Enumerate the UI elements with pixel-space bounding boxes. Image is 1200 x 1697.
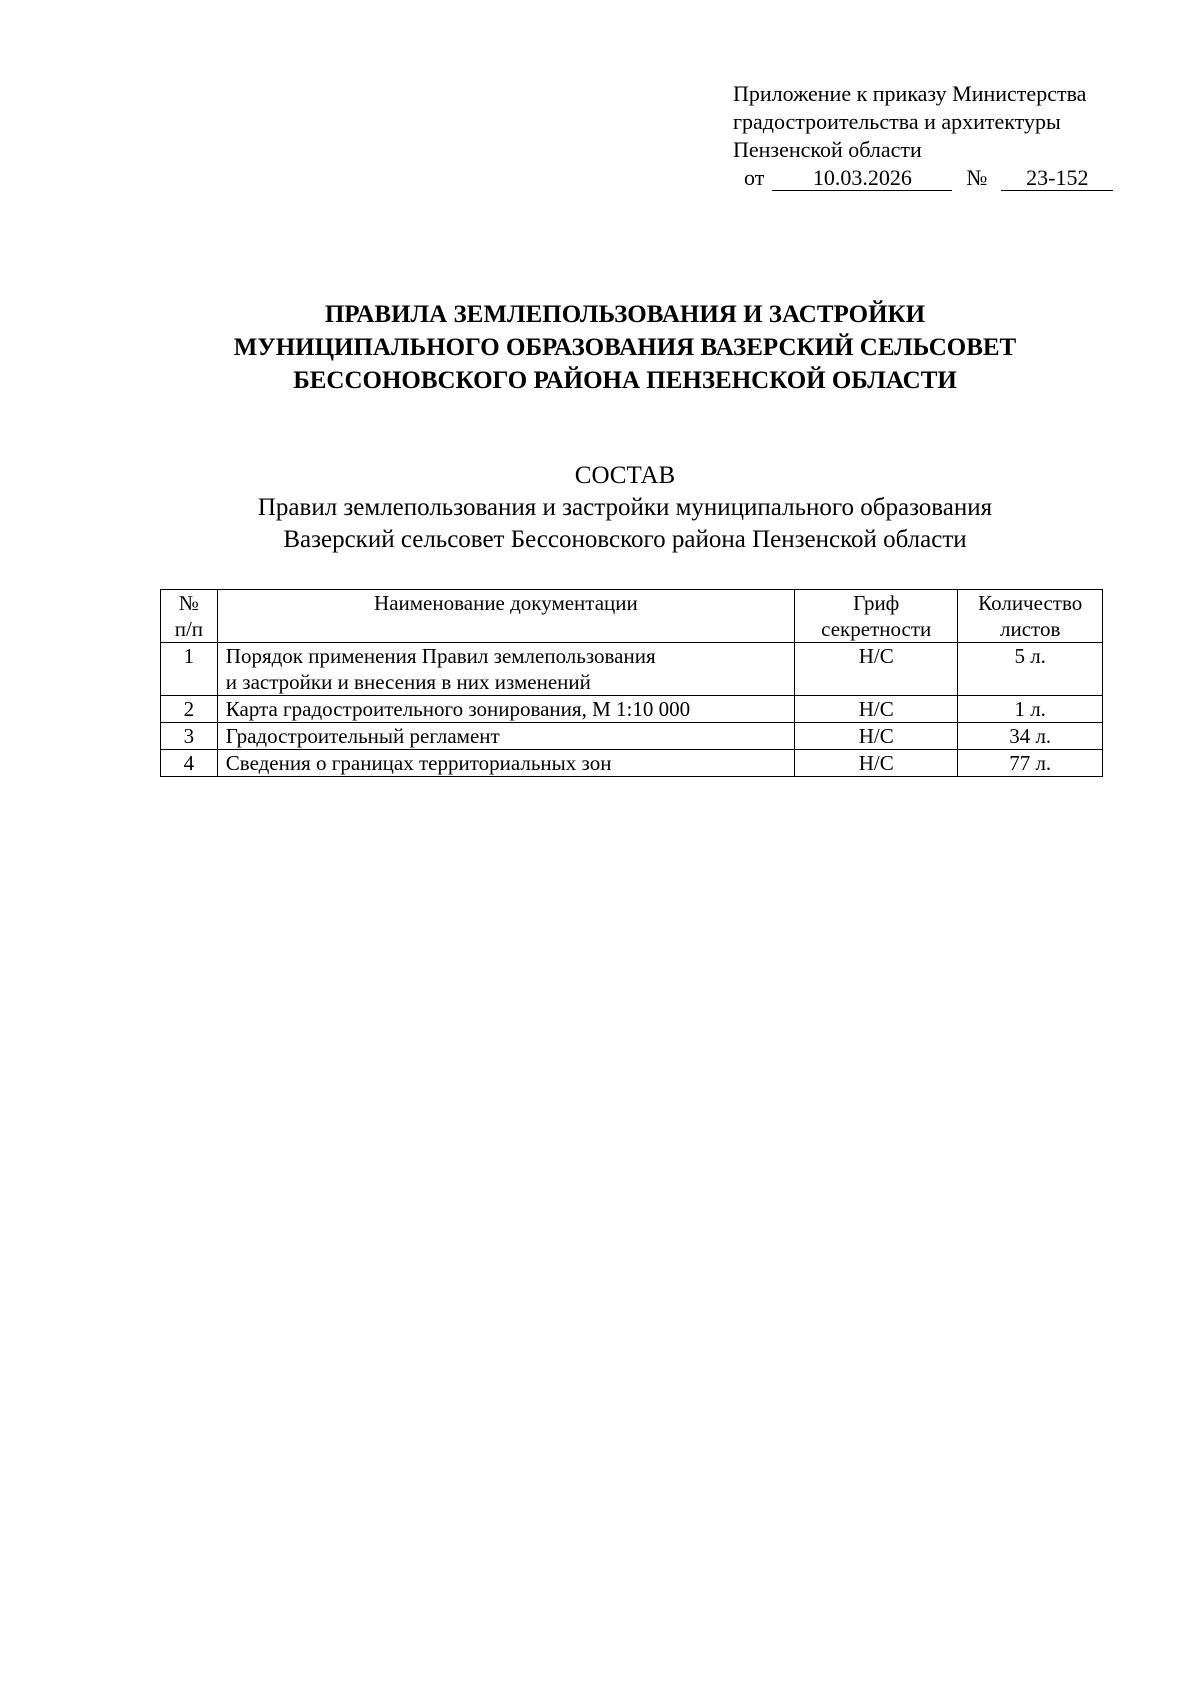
header-count-line: листов [1000, 617, 1061, 641]
appendix-line: Пензенской области [733, 137, 922, 162]
title-line: БЕССОНОВСКОГО РАЙОНА ПЕНЗЕНСКОЙ ОБЛАСТИ [293, 367, 957, 394]
title-line: МУНИЦИПАЛЬНОГО ОБРАЗОВАНИЯ ВАЗЕРСКИЙ СЕЛЬСОВЕТ [233, 334, 1017, 361]
row-name [217, 750, 794, 777]
row-grif: Н/С [795, 643, 958, 696]
documents-table [160, 589, 1103, 777]
header-grif-line: Гриф [853, 591, 900, 615]
row-grif: Н/С [795, 696, 958, 723]
appendix-line: градостроительства и архитектуры [733, 109, 1061, 134]
table-row [161, 750, 1103, 777]
header-name: Наименование документации [217, 590, 794, 643]
header-grif-line: секретности [821, 617, 932, 641]
header-grif [795, 590, 958, 643]
header-num-line: п/п [174, 617, 204, 641]
row-num: 4 [161, 750, 218, 777]
row-count: 34 л. [958, 723, 1103, 750]
title-line: ПРАВИЛА ЗЕМЛЕПОЛЬЗОВАНИЯ И ЗАСТРОЙКИ [324, 301, 926, 328]
row-name-line: и застройки и внесения в них изменений [225, 670, 591, 694]
row-name [217, 723, 794, 750]
row-grif: Н/С [795, 750, 958, 777]
table-row [161, 643, 1103, 696]
row-count: 5 л. [958, 643, 1103, 696]
row-num: 3 [161, 723, 218, 750]
header-count [958, 590, 1103, 643]
number-label: № [966, 165, 988, 190]
row-name-line: Градостроительный регламент [225, 724, 500, 748]
header-num-line: № [178, 591, 199, 615]
header-count-line: Количество [978, 591, 1083, 615]
row-num: 2 [161, 696, 218, 723]
header-num [161, 590, 218, 643]
row-name [217, 696, 794, 723]
composition-line: Вазерский сельсовет Бессоновского района Пензенской области [283, 526, 967, 553]
row-name-line: Карта градостроительного зонирования, М 1:10 000 [225, 697, 691, 721]
table-header-row [161, 590, 1103, 643]
row-count: 77 л. [958, 750, 1103, 777]
appendix-block [733, 80, 1173, 192]
row-count: 1 л. [958, 696, 1103, 723]
appendix-line: Приложение к приказу Министерства [733, 81, 1087, 106]
document-title [0, 298, 1200, 397]
table-row [161, 696, 1103, 723]
order-date: 10.03.2026 [772, 166, 952, 191]
composition-line: Правил землепользования и застройки муниципального образования [257, 494, 993, 521]
from-label: от [744, 165, 765, 190]
table-row [161, 723, 1103, 750]
composition-title: СОСТАВ [574, 462, 676, 489]
row-num: 1 [161, 643, 218, 696]
composition-heading [0, 460, 1200, 556]
row-name [217, 643, 794, 696]
order-date-line [744, 164, 1173, 192]
row-grif: Н/С [795, 723, 958, 750]
order-number: 23-152 [1001, 166, 1113, 191]
row-name-line: Порядок применения Правил землепользования [225, 644, 656, 668]
row-name-line: Сведения о границах территориальных зон [225, 751, 612, 775]
